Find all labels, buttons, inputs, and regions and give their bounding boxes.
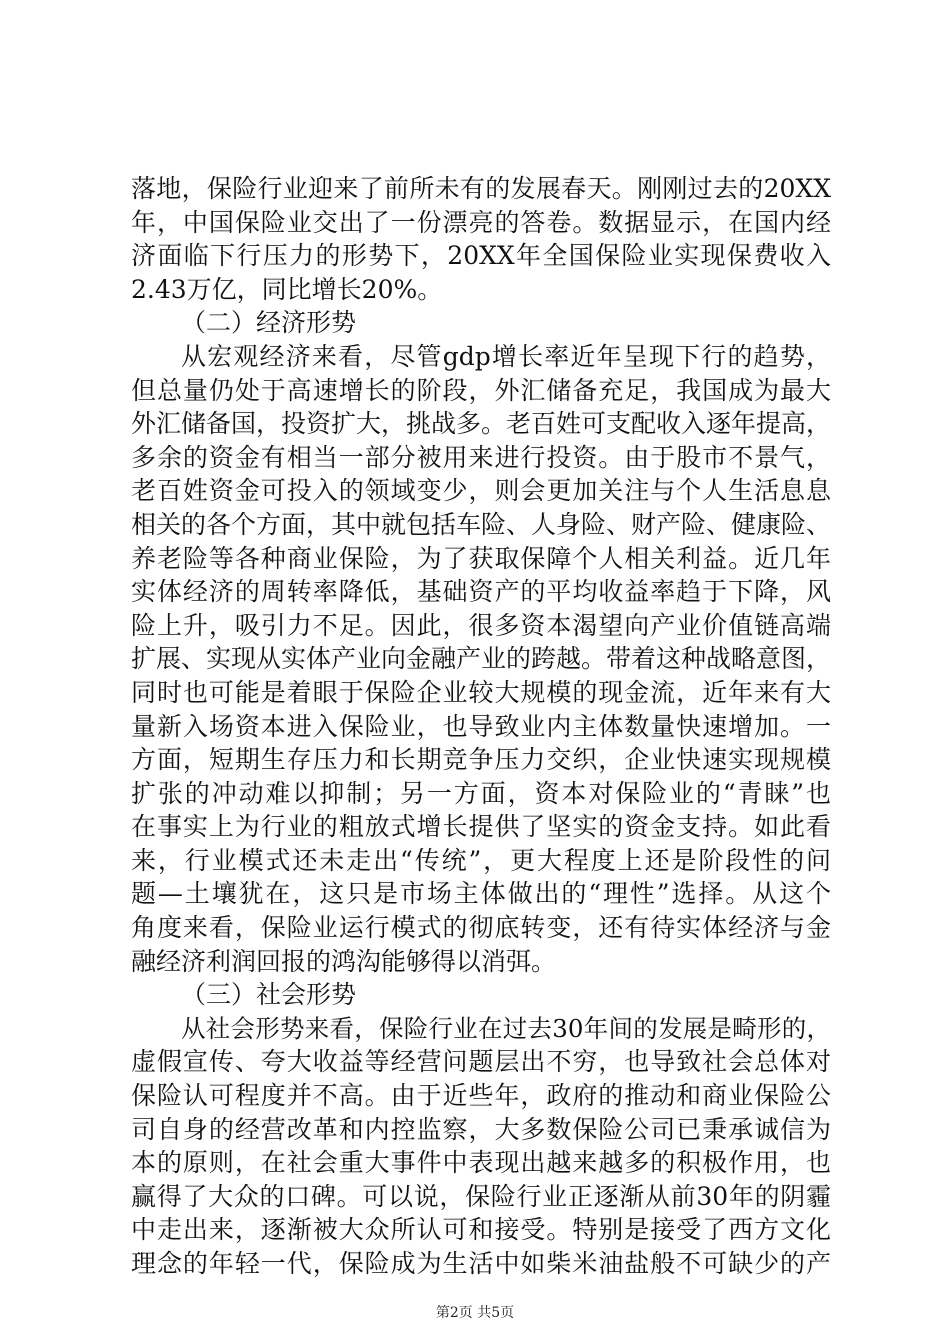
text-line: 2.43万亿，同比增长20%。 [131,274,443,304]
text-line: 理念的年轻一代，保险成为生活中如柴米油盐般不可缺少的产 [131,1249,831,1278]
text-line: 融经济利润回报的鸿沟能够得以消弭。 [131,946,557,976]
text-line: 从社会形势来看，保险行业在过去30年间的发展是畸形的， [181,1013,831,1043]
section-heading-economy: （二）经济形势 [181,308,357,338]
text-line: 从宏观经济来看，尽管gdp增长率近年呈现下行的趋势， [181,341,831,371]
text-line: 但总量仍处于高速增长的阶段，外汇储备充足，我国成为最大 [131,375,831,405]
text-line: 外汇储备国，投资扩大，挑战多。老百姓可支配收入逐年提高， [131,409,831,439]
text-line: 虚假宣传、夸大收益等经营问题层出不穷，也导致社会总体对 [131,1047,831,1077]
document-body [131,172,831,1281]
page-number-footer: 第2页 共5页 [435,1305,515,1321]
text-line: 实体经济的周转率降低，基础资产的平均收益率趋于下降，风 [131,577,831,607]
text-line: 年，中国保险业交出了一份漂亮的答卷。数据显示，在国内经 [131,207,831,237]
text-line: 扩张的冲动难以抑制；另一方面，资本对保险业的“青睐”也 [131,778,831,808]
text-line: 保险认可程度并不高。由于近些年，政府的推动和商业保险公 [131,1081,831,1111]
text-line: 本的原则，在社会重大事件中表现出越来越多的积极作用，也 [131,1148,831,1178]
paragraph-intro [131,172,831,306]
text-line: 落地，保险行业迎来了前所未有的发展春天。刚刚过去的20XX [131,174,831,203]
text-line: 同时也可能是着眼于保险企业较大规模的现金流，近年来有大 [131,677,831,707]
text-line: 养老险等各种商业保险，为了获取保障个人相关利益。近几年 [131,543,831,573]
text-line: 老百姓资金可投入的领域变少，则会更加关注与个人生活息息 [131,476,831,506]
paragraph-society [131,1012,831,1281]
text-line: 赢得了大众的口碑。可以说，保险行业正逐渐从前30年的阴霾 [131,1181,831,1211]
text-line: 相关的各个方面，其中就包括车险、人身险、财产险、健康险、 [131,509,831,539]
paragraph-economy [131,340,831,978]
text-line: 角度来看，保险业运行模式的彻底转变，还有待实体经济与金 [131,913,831,943]
text-line: 题—土壤犹在，这只是市场主体做出的“理性”选择。从这个 [131,879,831,909]
text-line: 司自身的经营改革和内控监察，大多数保险公司已秉承诚信为 [131,1114,831,1144]
text-line: 多余的资金有相当一部分被用来进行投资。由于股市不景气， [131,442,831,472]
text-line: 险上升，吸引力不足。因此，很多资本渴望向产业价值链高端 [131,610,831,640]
text-line: 量新入场资本进入保险业，也导致业内主体数量快速增加。一 [131,711,831,741]
text-line: 中走出来，逐渐被大众所认可和接受。特别是接受了西方文化 [131,1215,831,1245]
text-line: 济面临下行压力的形势下，20XX年全国保险业实现保费收入 [131,241,831,271]
text-line: 扩展、实现从实体产业向金融产业的跨越。带着这种战略意图， [131,644,831,674]
text-line: 方面，短期生存压力和长期竞争压力交织，企业快速实现规模 [131,745,831,775]
section-heading-society: （三）社会形势 [181,980,357,1010]
text-line: 在事实上为行业的粗放式增长提供了坚实的资金支持。如此看 [131,812,831,842]
text-line: 来，行业模式还未走出“传统”，更大程度上还是阶段性的问 [131,845,831,875]
